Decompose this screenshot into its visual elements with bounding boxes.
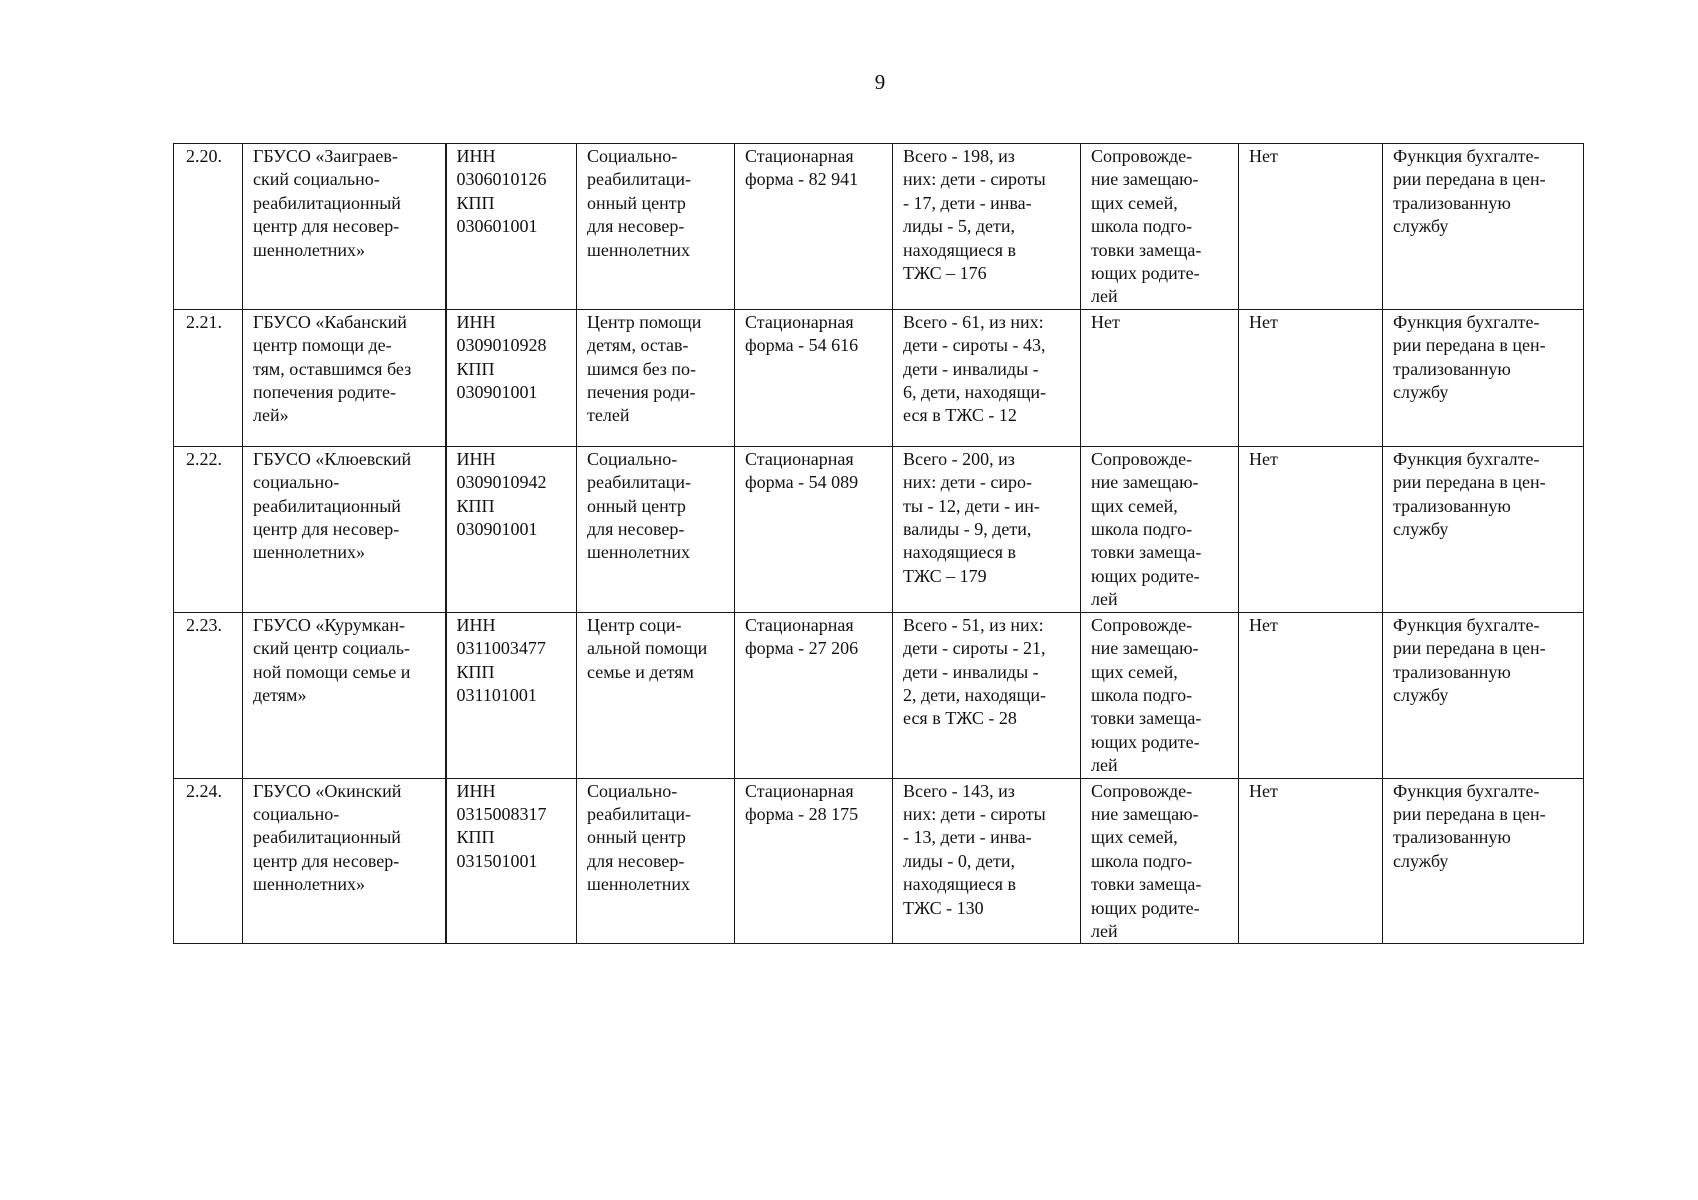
row-number: 2.24. <box>174 778 243 944</box>
children-count: Всего - 61, из них: дети - сироты - 43, дети - инвалиды - 6, дети, находящи- еся в ТЖС - 12 <box>893 309 1081 446</box>
other-info: Нет <box>1239 144 1383 310</box>
other-info: Нет <box>1239 612 1383 778</box>
family-services: Сопровожде- ние замещаю- щих семей, школа подго- товки замеща- ющих родите- лей <box>1081 446 1239 612</box>
institution-type: Центр помощи детям, остав- шимся без по- печения роди- телей <box>577 309 735 446</box>
table-row <box>174 778 1584 944</box>
institution-type: Центр соци- альной помощи семье и детям <box>577 612 735 778</box>
table-row <box>174 144 1584 310</box>
notes: Функция бухгалте- рии передана в цен- трализованную службу <box>1383 778 1584 944</box>
page-number: 9 <box>874 70 886 94</box>
children-count: Всего - 143, из них: дети - сироты - 13, дети - инва- лиды - 0, дети, находящиеся в ТЖС - 130 <box>893 778 1081 944</box>
children-count: Всего - 51, из них: дети - сироты - 21, дети - инвалиды - 2, дети, находящи- еся в ТЖС - 28 <box>893 612 1081 778</box>
children-count: Всего - 198, из них: дети - сироты - 17, дети - инва- лиды - 5, дети, находящиеся в ТЖС – 176 <box>893 144 1081 310</box>
institution-type: Социально- реабилитаци- онный центр для несовер- шеннолетних <box>577 144 735 310</box>
inn-kpp: ИНН 0306010126 КПП 030601001 <box>446 144 577 310</box>
other-info: Нет <box>1239 309 1383 446</box>
table-row <box>174 612 1584 778</box>
institution-name: ГБУСО «Клюевский социально- реабилитационный центр для несовер- шеннолетних» <box>243 446 446 612</box>
table-row <box>174 309 1584 446</box>
service-form: Стационарная форма - 28 175 <box>735 778 893 944</box>
institution-type: Социально- реабилитаци- онный центр для несовер- шеннолетних <box>577 446 735 612</box>
children-count: Всего - 200, из них: дети - сиро- ты - 12, дети - ин- валиды - 9, дети, находящиеся в ТЖС – 179 <box>893 446 1081 612</box>
service-form: Стационарная форма - 82 941 <box>735 144 893 310</box>
institution-name: ГБУСО «Окинский социально- реабилитационный центр для несовер- шеннолетних» <box>243 778 446 944</box>
row-number: 2.22. <box>174 446 243 612</box>
institutions-table <box>173 143 1584 944</box>
notes: Функция бухгалте- рии передана в цен- трализованную службу <box>1383 144 1584 310</box>
notes: Функция бухгалте- рии передана в цен- трализованную службу <box>1383 612 1584 778</box>
row-number: 2.23. <box>174 612 243 778</box>
notes: Функция бухгалте- рии передана в цен- трализованную службу <box>1383 309 1584 446</box>
other-info: Нет <box>1239 778 1383 944</box>
institution-name: ГБУСО «Кабанский центр помощи де- тям, оставшимся без попечения родите- лей» <box>243 309 446 446</box>
family-services: Сопровожде- ние замещаю- щих семей, школа подго- товки замеща- ющих родите- лей <box>1081 612 1239 778</box>
family-services: Сопровожде- ние замещаю- щих семей, школа подго- товки замеща- ющих родите- лей <box>1081 778 1239 944</box>
inn-kpp: ИНН 0309010928 КПП 030901001 <box>446 309 577 446</box>
row-number: 2.21. <box>174 309 243 446</box>
inn-kpp: ИНН 0311003477 КПП 031101001 <box>446 612 577 778</box>
service-form: Стационарная форма - 54 616 <box>735 309 893 446</box>
service-form: Стационарная форма - 54 089 <box>735 446 893 612</box>
institution-type: Социально- реабилитаци- онный центр для несовер- шеннолетних <box>577 778 735 944</box>
service-form: Стационарная форма - 27 206 <box>735 612 893 778</box>
table-row <box>174 446 1584 612</box>
row-number: 2.20. <box>174 144 243 310</box>
family-services: Нет <box>1081 309 1239 446</box>
notes: Функция бухгалте- рии передана в цен- трализованную службу <box>1383 446 1584 612</box>
inn-kpp: ИНН 0309010942 КПП 030901001 <box>446 446 577 612</box>
family-services: Сопровожде- ние замещаю- щих семей, школа подго- товки замеща- ющих родите- лей <box>1081 144 1239 310</box>
institution-name: ГБУСО «Заиграев- ский социально- реабилитационный центр для несовер- шеннолетних» <box>243 144 446 310</box>
other-info: Нет <box>1239 446 1383 612</box>
inn-kpp: ИНН 0315008317 КПП 031501001 <box>446 778 577 944</box>
institution-name: ГБУСО «Курумкан- ский центр социаль- ной помощи семье и детям» <box>243 612 446 778</box>
